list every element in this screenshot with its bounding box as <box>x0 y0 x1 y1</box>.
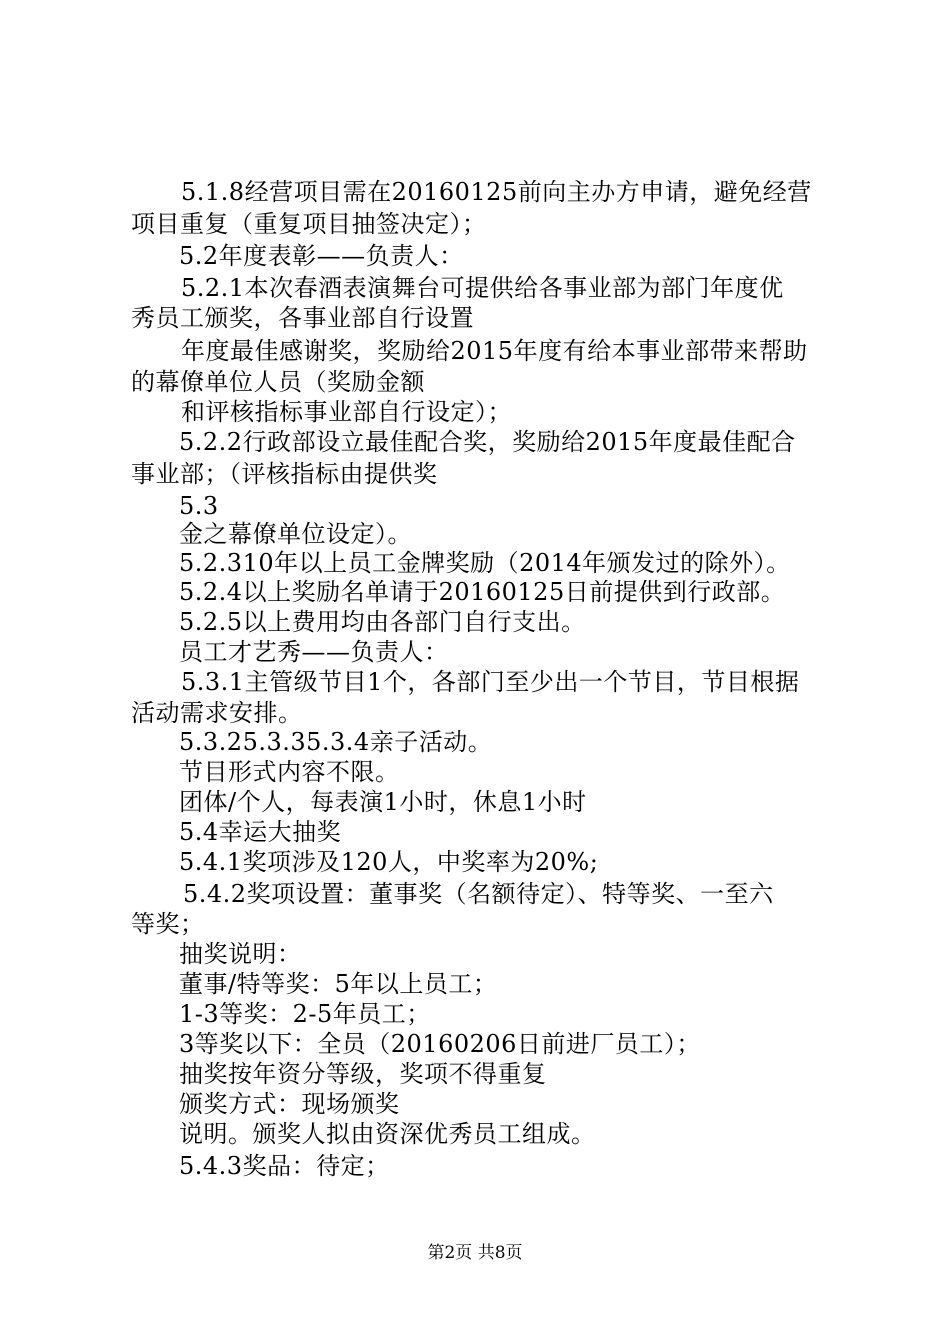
text-line-5: 秀员工颁奖，各事业部自行设置 <box>131 304 474 332</box>
text-line-31: 颁奖方式：现场颁奖 <box>179 1090 400 1118</box>
page-number-footer: 第2页 共8页 <box>427 1243 523 1263</box>
text-line-15: 5.2.5以上费用均由各部门自行支出。 <box>179 608 586 636</box>
text-line-6: 年度最佳感谢奖，奖励给2015年度有给本事业部带来帮助 <box>181 337 808 365</box>
text-line-9: 5.2.2行政部设立最佳配合奖，奖励给2015年度最佳配合 <box>179 428 796 456</box>
text-line-1: 5.1.8经营项目需在20160125前向主办方申请，避免经营 <box>181 178 812 206</box>
text-line-21: 团体/个人，每表演1小时，休息1小时 <box>179 788 587 816</box>
text-line-18: 活动需求安排。 <box>131 699 303 727</box>
text-line-23: 5.4.1奖项涉及120人，中奖率为20%; <box>179 848 599 876</box>
text-line-10: 事业部；（评核指标由提供奖 <box>131 460 438 488</box>
section-heading-5-2: 5.2年度表彰——负责人： <box>179 242 464 270</box>
text-line-12: 金之幕僚单位设定）。 <box>179 520 412 548</box>
text-line-20: 节目形式内容不限。 <box>179 758 400 786</box>
text-line-24: 5.4.2奖项设置：董事奖（名额待定）、特等奖、一至六 <box>183 880 774 908</box>
text-line-28: 1-3等奖：2-5年员工； <box>179 1000 431 1028</box>
text-line-33: 5.4.3奖品：待定； <box>179 1152 390 1180</box>
section-heading-5-3: 员工才艺秀——负责人： <box>179 638 449 666</box>
text-line-7: 的幕僚单位人员（奖励金额 <box>131 368 425 396</box>
text-line-8: 和评核指标事业部自行设定）； <box>181 398 512 426</box>
text-line-26: 抽奖说明： <box>179 940 302 968</box>
text-line-32: 说明。颁奖人拟由资深优秀员工组成。 <box>179 1120 596 1148</box>
text-line-25: 等奖； <box>131 910 205 938</box>
text-line-2: 项目重复（重复项目抽签决定）； <box>131 210 487 238</box>
text-line-27: 董事/特等奖：5年以上员工； <box>179 970 498 998</box>
text-line-29: 3等奖以下：全员（20160206日前进厂员工）； <box>179 1030 701 1058</box>
section-heading-5-4: 5.4幸运大抽奖 <box>179 818 342 846</box>
text-line-30: 抽奖按年资分等级，奖项不得重复 <box>179 1060 547 1088</box>
text-line-11: 5.3 <box>179 492 219 520</box>
text-line-19: 5.3.25.3.35.3.4亲子活动。 <box>179 728 493 756</box>
text-line-4: 5.2.1本次春酒表演舞台可提供给各事业部为部门年度优 <box>181 274 784 302</box>
text-line-14: 5.2.4以上奖励名单请于20160125日前提供到行政部。 <box>179 578 786 606</box>
text-line-17: 5.3.1主管级节目1个，各部门至少出一个节目，节目根据 <box>181 668 800 696</box>
text-line-13: 5.2.310年以上员工金牌奖励（2014年颁发过的除外）。 <box>179 549 791 577</box>
